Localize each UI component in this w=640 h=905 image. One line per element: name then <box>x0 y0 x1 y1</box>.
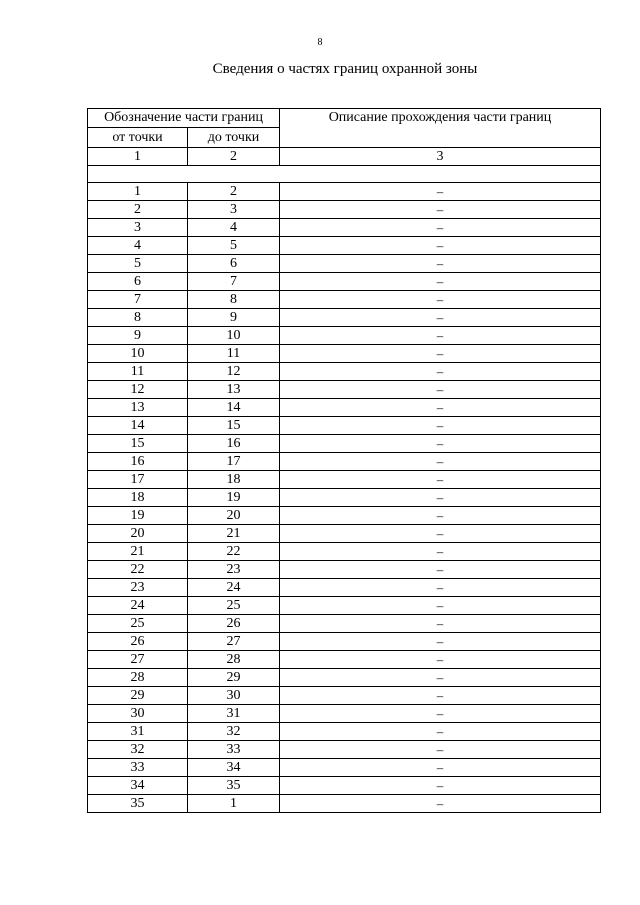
from-point-cell: 26 <box>88 633 188 651</box>
to-point-cell: 13 <box>188 381 280 399</box>
table-row <box>88 507 601 525</box>
to-point-cell: 34 <box>188 759 280 777</box>
description-cell: – <box>280 327 601 345</box>
table-row <box>88 795 601 813</box>
description-cell: – <box>280 489 601 507</box>
description-cell: – <box>280 525 601 543</box>
table-row <box>88 489 601 507</box>
table-row <box>88 579 601 597</box>
from-point-cell: 28 <box>88 669 188 687</box>
document-title: Сведения о частях границ охранной зоны <box>212 61 478 77</box>
from-point-cell: 10 <box>88 345 188 363</box>
description-cell: – <box>280 669 601 687</box>
to-point-cell: 1 <box>188 795 280 813</box>
table-row <box>88 723 601 741</box>
header-boundary-part: Обозначение части границ <box>88 109 280 128</box>
to-point-cell: 33 <box>188 741 280 759</box>
description-cell: – <box>280 705 601 723</box>
description-cell: – <box>280 507 601 525</box>
description-cell: – <box>280 309 601 327</box>
to-point-cell: 10 <box>188 327 280 345</box>
table-row <box>88 273 601 291</box>
table-row <box>88 363 601 381</box>
from-point-cell: 32 <box>88 741 188 759</box>
table-row <box>88 561 601 579</box>
table-row <box>88 201 601 219</box>
table-row <box>88 543 601 561</box>
table-row <box>88 381 601 399</box>
table-row <box>88 219 601 237</box>
description-cell: – <box>280 471 601 489</box>
description-cell: – <box>280 435 601 453</box>
description-cell: – <box>280 633 601 651</box>
to-point-cell: 35 <box>188 777 280 795</box>
from-point-cell: 7 <box>88 291 188 309</box>
description-cell: – <box>280 795 601 813</box>
description-cell: – <box>280 597 601 615</box>
to-point-cell: 9 <box>188 309 280 327</box>
to-point-cell: 18 <box>188 471 280 489</box>
table-row <box>88 237 601 255</box>
from-point-cell: 14 <box>88 417 188 435</box>
description-cell: – <box>280 399 601 417</box>
description-cell: – <box>280 741 601 759</box>
to-point-cell: 5 <box>188 237 280 255</box>
table-row <box>88 417 601 435</box>
to-point-cell: 3 <box>188 201 280 219</box>
from-point-cell: 12 <box>88 381 188 399</box>
to-point-cell: 31 <box>188 705 280 723</box>
column-number: 1 <box>88 148 188 166</box>
column-number-row <box>88 148 601 166</box>
from-point-cell: 18 <box>88 489 188 507</box>
header-from-point: от точки <box>88 128 188 148</box>
table-row <box>88 399 601 417</box>
spacer-cell <box>88 166 601 183</box>
table-row <box>88 309 601 327</box>
page-number: 8 <box>317 37 323 48</box>
to-point-cell: 22 <box>188 543 280 561</box>
to-point-cell: 4 <box>188 219 280 237</box>
to-point-cell: 19 <box>188 489 280 507</box>
description-cell: – <box>280 183 601 201</box>
description-cell: – <box>280 453 601 471</box>
table-row <box>88 345 601 363</box>
description-cell: – <box>280 615 601 633</box>
from-point-cell: 11 <box>88 363 188 381</box>
from-point-cell: 6 <box>88 273 188 291</box>
description-cell: – <box>280 345 601 363</box>
table-row <box>88 651 601 669</box>
from-point-cell: 3 <box>88 219 188 237</box>
table-header-row <box>88 109 601 128</box>
description-cell: – <box>280 273 601 291</box>
to-point-cell: 6 <box>188 255 280 273</box>
description-cell: – <box>280 363 601 381</box>
from-point-cell: 33 <box>88 759 188 777</box>
from-point-cell: 29 <box>88 687 188 705</box>
description-cell: – <box>280 255 601 273</box>
to-point-cell: 28 <box>188 651 280 669</box>
from-point-cell: 27 <box>88 651 188 669</box>
from-point-cell: 4 <box>88 237 188 255</box>
table-row <box>88 759 601 777</box>
to-point-cell: 32 <box>188 723 280 741</box>
description-cell: – <box>280 201 601 219</box>
description-cell: – <box>280 759 601 777</box>
table-row <box>88 525 601 543</box>
from-point-cell: 35 <box>88 795 188 813</box>
to-point-cell: 2 <box>188 183 280 201</box>
description-cell: – <box>280 561 601 579</box>
from-point-cell: 21 <box>88 543 188 561</box>
from-point-cell: 34 <box>88 777 188 795</box>
from-point-cell: 1 <box>88 183 188 201</box>
description-cell: – <box>280 219 601 237</box>
to-point-cell: 25 <box>188 597 280 615</box>
column-number: 2 <box>188 148 280 166</box>
header-description: Описание прохождения части границ <box>280 109 601 148</box>
description-cell: – <box>280 651 601 669</box>
from-point-cell: 17 <box>88 471 188 489</box>
to-point-cell: 7 <box>188 273 280 291</box>
from-point-cell: 15 <box>88 435 188 453</box>
from-point-cell: 31 <box>88 723 188 741</box>
to-point-cell: 17 <box>188 453 280 471</box>
header-to-point: до точки <box>188 128 280 148</box>
from-point-cell: 19 <box>88 507 188 525</box>
to-point-cell: 29 <box>188 669 280 687</box>
table-row <box>88 687 601 705</box>
from-point-cell: 30 <box>88 705 188 723</box>
from-point-cell: 20 <box>88 525 188 543</box>
table-row <box>88 453 601 471</box>
table-row <box>88 471 601 489</box>
description-cell: – <box>280 777 601 795</box>
table-row <box>88 669 601 687</box>
from-point-cell: 25 <box>88 615 188 633</box>
table-row <box>88 777 601 795</box>
from-point-cell: 16 <box>88 453 188 471</box>
table-row <box>88 615 601 633</box>
description-cell: – <box>280 237 601 255</box>
spacer-row <box>88 166 601 183</box>
table-row <box>88 741 601 759</box>
description-cell: – <box>280 579 601 597</box>
to-point-cell: 11 <box>188 345 280 363</box>
to-point-cell: 15 <box>188 417 280 435</box>
to-point-cell: 8 <box>188 291 280 309</box>
description-cell: – <box>280 543 601 561</box>
table-row <box>88 435 601 453</box>
from-point-cell: 22 <box>88 561 188 579</box>
from-point-cell: 13 <box>88 399 188 417</box>
to-point-cell: 24 <box>188 579 280 597</box>
from-point-cell: 24 <box>88 597 188 615</box>
description-cell: – <box>280 687 601 705</box>
description-cell: – <box>280 417 601 435</box>
table-row <box>88 705 601 723</box>
to-point-cell: 23 <box>188 561 280 579</box>
table-row <box>88 633 601 651</box>
to-point-cell: 21 <box>188 525 280 543</box>
to-point-cell: 30 <box>188 687 280 705</box>
table-row <box>88 597 601 615</box>
to-point-cell: 27 <box>188 633 280 651</box>
description-cell: – <box>280 723 601 741</box>
boundary-parts-table <box>87 108 601 813</box>
description-cell: – <box>280 381 601 399</box>
from-point-cell: 5 <box>88 255 188 273</box>
from-point-cell: 9 <box>88 327 188 345</box>
from-point-cell: 23 <box>88 579 188 597</box>
table-row <box>88 291 601 309</box>
to-point-cell: 12 <box>188 363 280 381</box>
column-number: 3 <box>280 148 601 166</box>
from-point-cell: 2 <box>88 201 188 219</box>
to-point-cell: 16 <box>188 435 280 453</box>
to-point-cell: 14 <box>188 399 280 417</box>
table-row <box>88 327 601 345</box>
table-row <box>88 255 601 273</box>
to-point-cell: 20 <box>188 507 280 525</box>
to-point-cell: 26 <box>188 615 280 633</box>
from-point-cell: 8 <box>88 309 188 327</box>
description-cell: – <box>280 291 601 309</box>
table-row <box>88 183 601 201</box>
